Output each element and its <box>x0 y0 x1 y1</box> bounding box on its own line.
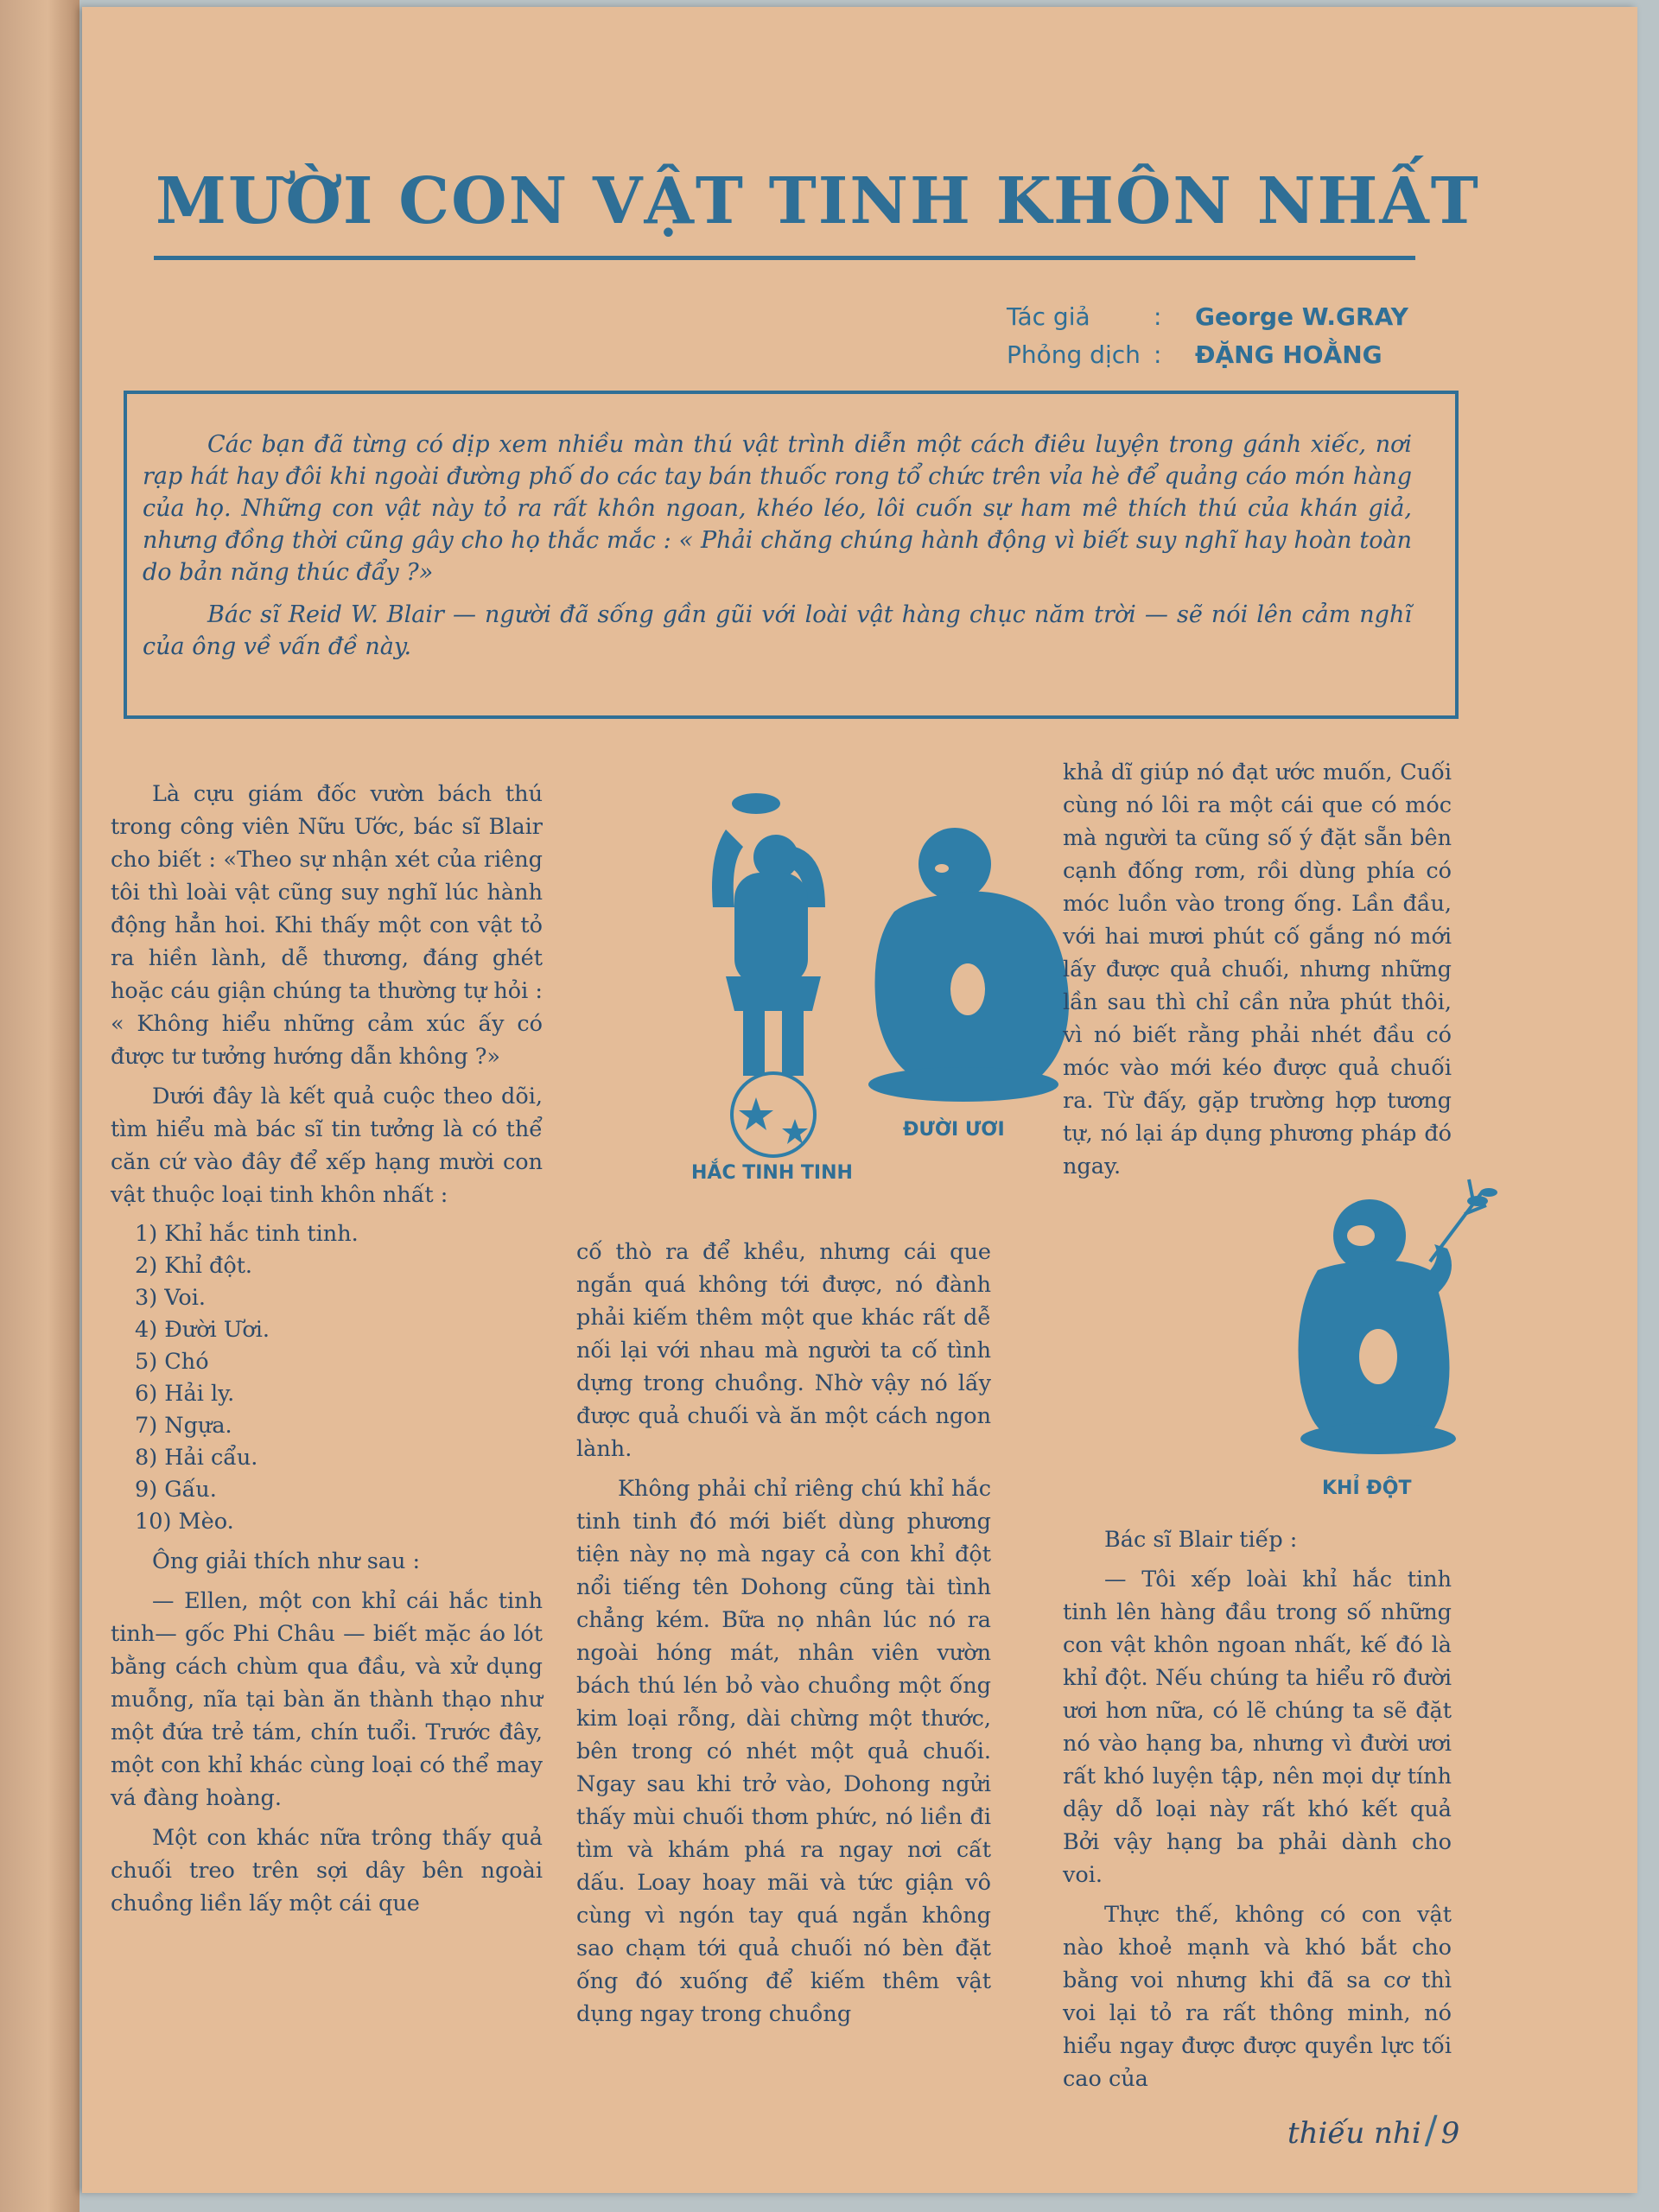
list-item: 4) Đười Ươi. <box>135 1317 270 1343</box>
ranking-list <box>135 1218 543 1538</box>
body-paragraph: — Ellen, một con khỉ cái hắc tinh tinh— gốc Phi Châu — biết mặc áo lót bằng cách chùm qua đầu, và xử dụng muỗng, nĩa tại bàn ăn thành thạo như một đứa trẻ tám, chín tuổi. Trước đây, một con khỉ khác cùng loại có thể may vá đàng hoàng. <box>111 1588 543 1811</box>
folio-slash: / <box>1424 2108 1438 2152</box>
page-folio <box>1287 2108 1459 2152</box>
list-item: 1) Khỉ hắc tinh tinh. <box>135 1221 359 1247</box>
body-paragraph: khả dĩ giúp nó đạt ước muốn, Cuối cùng nó lôi ra một cái que có móc mà người ta cũng số ý đặt sẵn bên cạnh đống rơm, rồi dùng phía có móc luồn vào trong ống. Lần đầu, với hai mươi phút cố gắng nó mới lấy được quả chuối, nhưng những lần sau thì chỉ cần nửa phút thôi, vì nó biết rằng phải nhét đầu có móc vào mới kéo được quả chuối ra. Từ đấy, gặp trường hợp tương tự, nó lại áp dụng phương pháp đó ngay. <box>1063 760 1452 1179</box>
body-paragraph: Bác sĩ Blair tiếp : <box>1104 1527 1298 1553</box>
column-right-bottom <box>1063 1523 1452 2102</box>
list-item: 8) Hải cẩu. <box>135 1445 258 1471</box>
list-item: 3) Voi. <box>135 1285 206 1311</box>
body-paragraph: Một con khác nữa trông thấy quả chuối treo trên sợi dây bên ngoài chuồng liền lấy một cái que <box>111 1825 543 1916</box>
list-item: 7) Ngựa. <box>135 1413 232 1439</box>
article-title: MƯỜI CON VẬT TINH KHÔN NHẤT <box>156 164 1480 238</box>
page-number: 9 <box>1440 2116 1460 2151</box>
body-paragraph: — Tôi xếp loài khỉ hắc tinh tinh lên hàng đầu trong số những con vật khôn ngoan nhất, kế đó là khỉ đột. Nếu chúng ta hiểu rõ đười ươi hơn nữa, có lẽ chúng ta sẽ đặt nó vào hạng ba, nhưng vì đười ươi rất khó luyện tập, nên mọi dự tính dậy dỗ loại này rất khó kết quả Bởi vậy hạng ba phải dành cho voi. <box>1063 1567 1452 1888</box>
list-item: 2) Khỉ đột. <box>135 1253 253 1279</box>
body-paragraph: Dưới đây là kết quả cuộc theo dõi, tìm hiểu mà bác sĩ tin tưởng là có thể căn cứ vào đây để xếp hạng mười con vật thuộc loại tinh khôn nhất : <box>111 1084 543 1208</box>
gorilla-caption: KHỈ ĐỘT <box>1322 1478 1412 1499</box>
title-underline <box>154 256 1415 260</box>
intro-paragraph: Bác sĩ Reid W. Blair — người đã sống gần gũi với loài vật hàng chục năm trời — sẽ nói lên cảm nghĩ của ông về vấn đề này. <box>143 601 1412 660</box>
chimpanzee-caption: HẮC TINH TINH <box>691 1162 853 1184</box>
body-paragraph: Thực thế, không có con vật nào khoẻ mạnh và khó bắt cho bằng voi nhưng khi đã sa cơ thì voi lại tỏ ra rất thông minh, nó hiểu ngay được được quyền lực tối cao của <box>1063 1902 1452 2092</box>
credit-author-value: George W.GRAY <box>1195 302 1408 331</box>
credit-translator-value: ĐẶNG HOẰNG <box>1195 340 1382 369</box>
credit-author-label: Tác giả <box>1007 302 1090 331</box>
list-item: 5) Chó <box>135 1349 209 1375</box>
list-item: 9) Gấu. <box>135 1477 217 1503</box>
column-middle <box>576 1236 991 2037</box>
column-left <box>111 778 543 1927</box>
orangutan-caption: ĐƯỜI ƯƠI <box>903 1119 1005 1141</box>
body-paragraph: Là cựu giám đốc vườn bách thú trong công viên Nữu Ước, bác sĩ Blair cho biết : «Theo sự nhận xét của riêng tôi thì loài vật cũng suy nghĩ lúc hành động hẳn hoi. Khi thấy một con vật tỏ ra hiền lành, dễ thương, đáng ghét hoặc cáu giận chúng ta thường tự hỏi : « Không hiểu những cảm xúc ấy có được tư tưởng hướng dẫn không ?» <box>111 781 543 1070</box>
body-paragraph: Ông giải thích như sau : <box>152 1548 421 1574</box>
credit-author-sep: : <box>1154 302 1162 331</box>
orangutan-illustration <box>860 817 1089 1110</box>
credit-author <box>1007 298 1456 336</box>
intro-box <box>124 391 1459 719</box>
list-item: 10) Mèo. <box>135 1509 234 1535</box>
credit-translator-sep: : <box>1154 340 1162 369</box>
magazine-name: thiếu nhi <box>1287 2116 1421 2151</box>
list-item: 6) Hải ly. <box>135 1381 235 1407</box>
credit-translator-label: Phỏng dịch <box>1007 340 1141 369</box>
column-right-top <box>1063 756 1452 1190</box>
body-paragraph: Không phải chỉ riêng chú khỉ hắc tinh tinh đó mới biết dùng phương tiện này nọ mà ngay cả con khỉ đột nổi tiếng tên Dohong cũng tài tình chẳng kém. Bữa nọ nhân lúc nó ra ngoài hóng mát, nhân viên vườn bách thú lén bỏ vào chuồng một ống kim loại rỗng, dài chừng một thước, bên trong có nhét một quả chuối. Ngay sau khi trở vào, Dohong ngửi thấy mùi chuối thơm phức, nó liền đi tìm và khám phá ra ngay nơi cất dấu. Loay hoay mãi và tức giận vô cùng vì ngón tay quá ngắn không sao chạm tới quả chuối nó bèn đặt ống đó xuống để kiếm thêm vật dụng ngay trong chuồng <box>576 1476 991 2027</box>
facing-page-edge <box>0 0 79 2212</box>
body-paragraph: cố thò ra để khều, nhưng cái que ngắn quá không tới được, nó đành phải kiếm thêm một que khác rất dễ nối lại với nhau mà người ta cố tình dựng trong chuồng. Nhờ vậy nó lấy được quả chuối và ăn một cách ngon lành. <box>576 1239 991 1462</box>
gorilla-illustration <box>1257 1175 1516 1469</box>
credits <box>1007 298 1456 374</box>
credit-translator <box>1007 336 1456 374</box>
intro-paragraph: Các bạn đã từng có dịp xem nhiều màn thú vật trình diễn một cách điêu luyện trong gánh xiếc, nơi rạp hát hay đôi khi ngoài đường phố do các tay bán thuốc rong tổ chức trên vỉa hè để quảng cáo món hàng của họ. Những con vật này tỏ ra rất khôn ngoan, khéo léo, lôi cuốn sự ham mê thích thú của khán giả, nhưng đồng thời cũng gây cho họ thắc mắc : « Phải chăng chúng hành động vì biết suy nghĩ hay hoàn toàn do bản năng thúc đẩy ?» <box>143 431 1412 586</box>
chimpanzee-illustration <box>674 778 855 1158</box>
